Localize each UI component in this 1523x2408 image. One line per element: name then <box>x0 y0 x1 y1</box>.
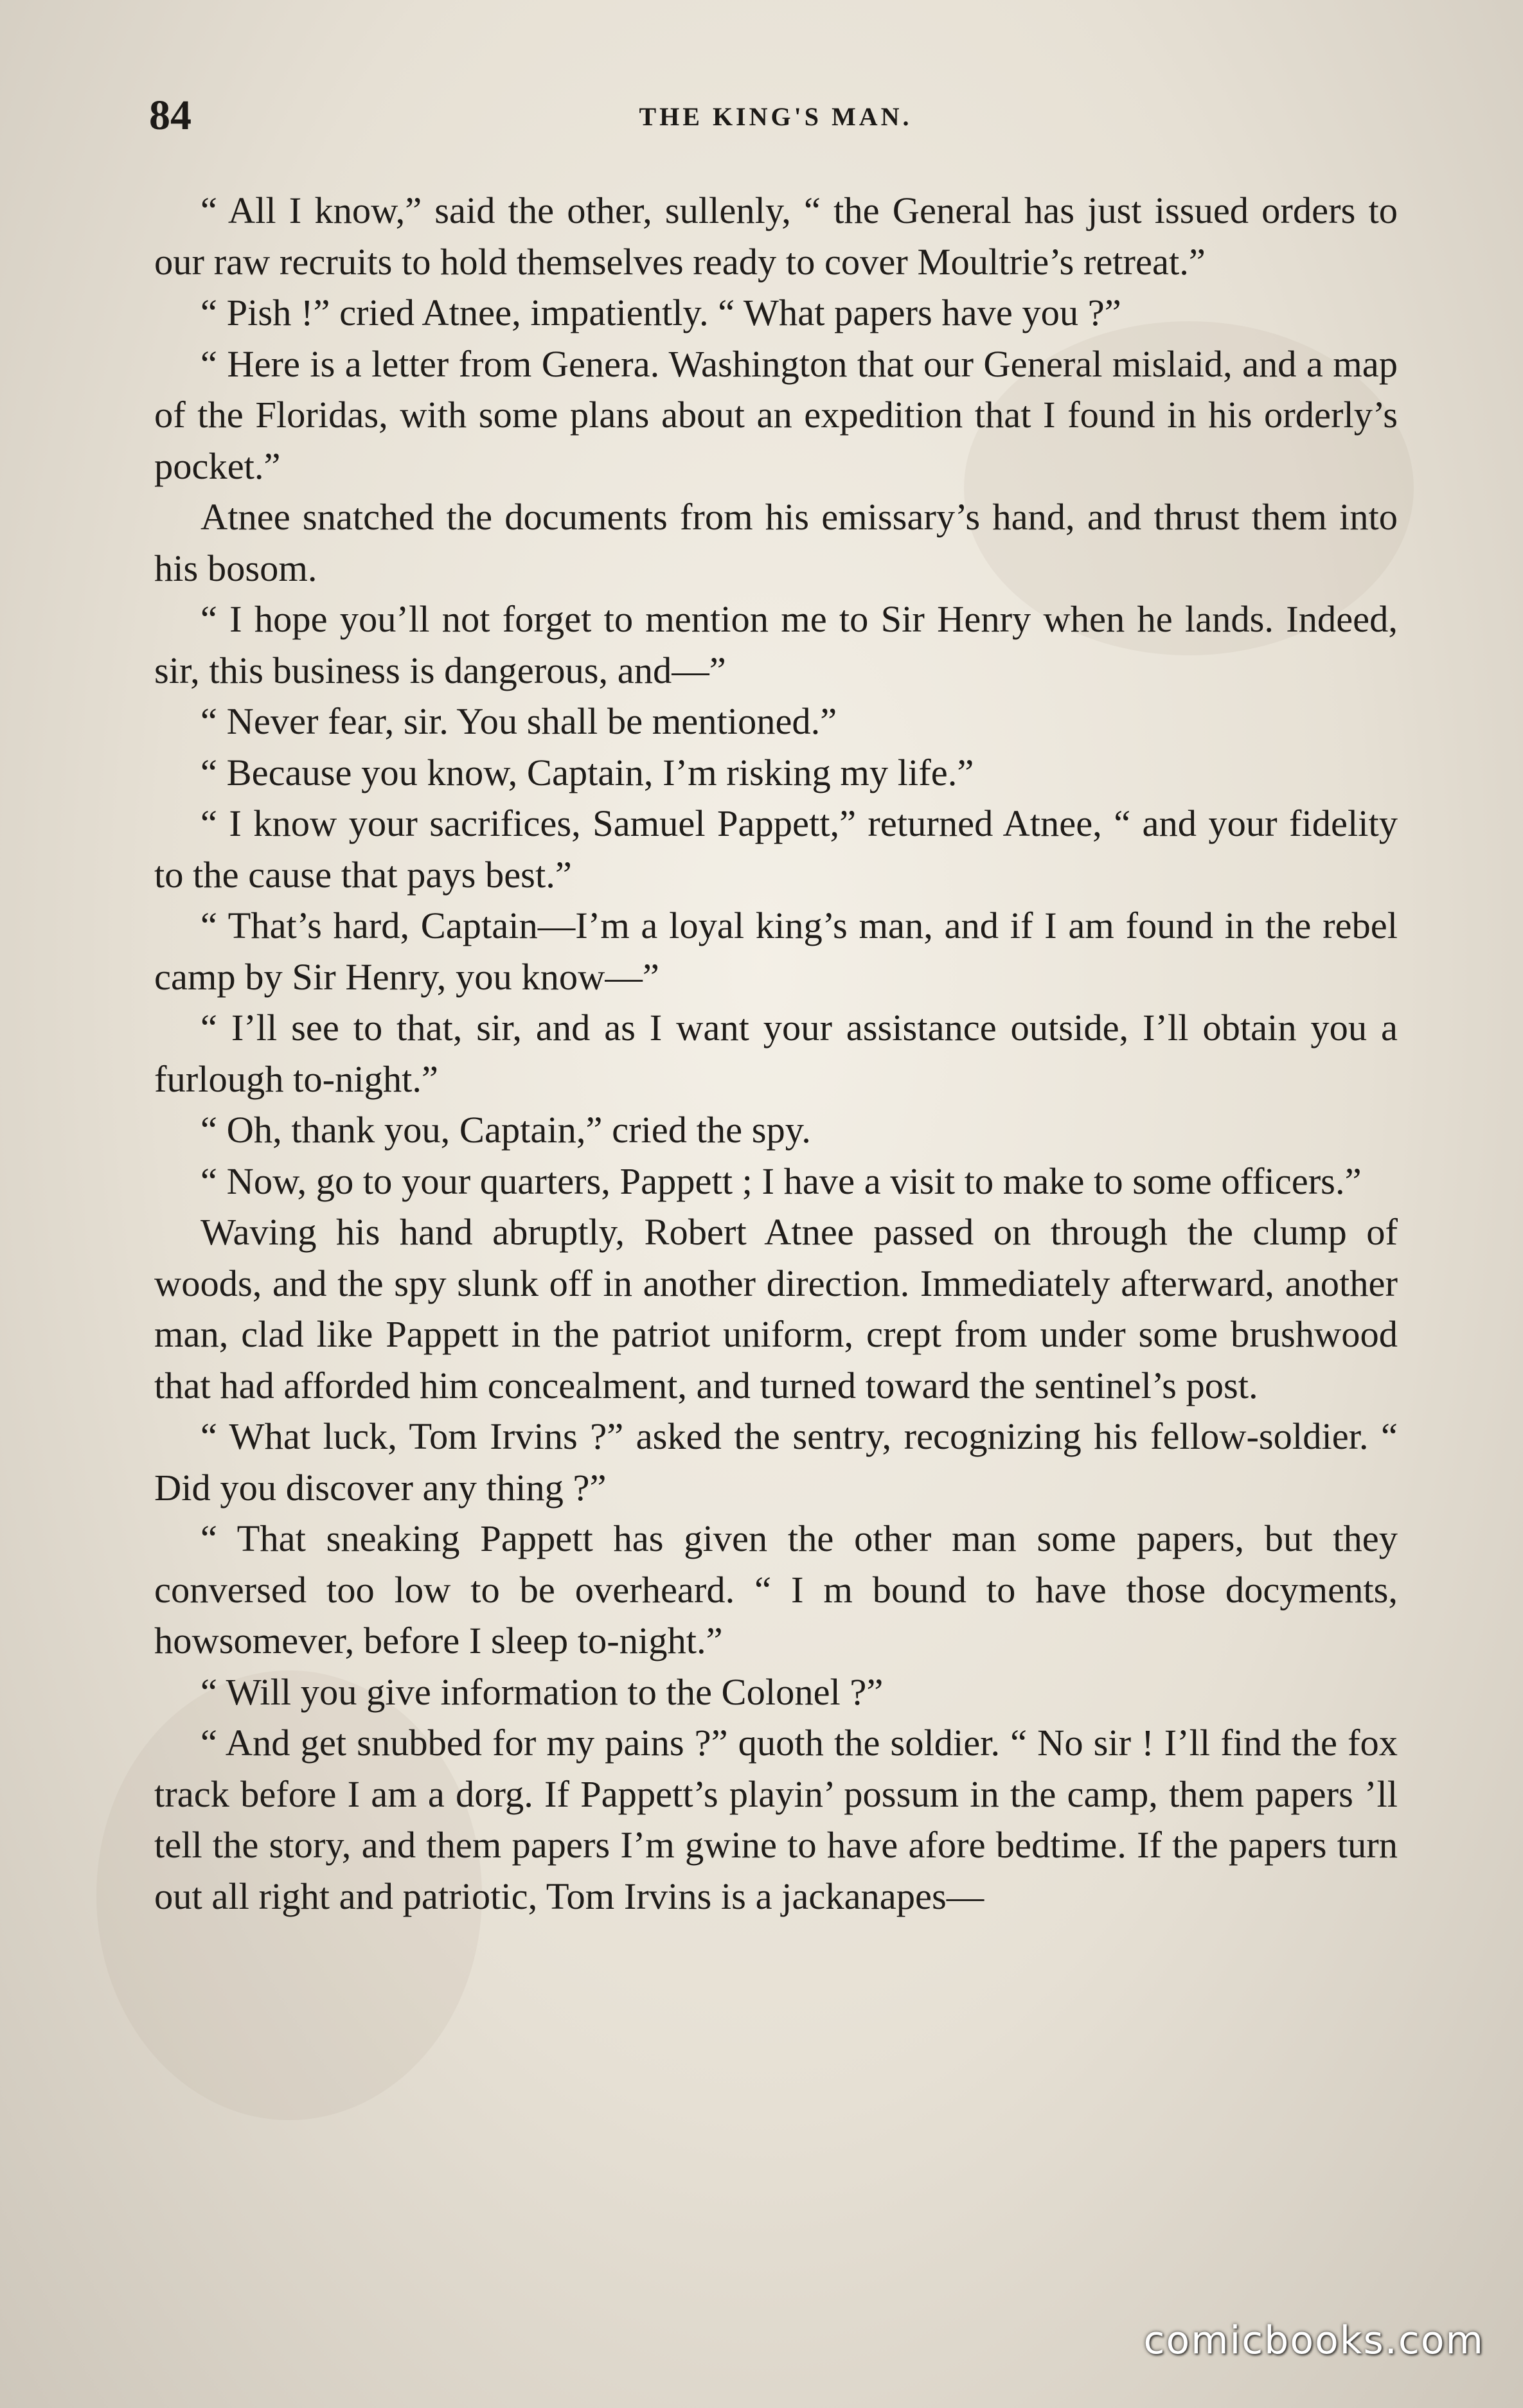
page-number: 84 <box>149 92 191 139</box>
site-watermark: comicbooks.com <box>1143 2318 1484 2363</box>
paragraph: “ That’s hard, Captain—I’m a loyal king’s man, and if I am found in the rebel camp by Sir Henry, you know—” <box>154 905 1398 998</box>
paragraph: “ Now, go to your quarters, Pappett ; I have a visit to make to some officers.” <box>200 1160 1362 1202</box>
paragraph: “ And get snubbed for my pains ?” quoth the soldier. “ No sir ! I’ll find the fox track before I am a dorg. If Pappett’s playin’ possum in the camp, them papers ’ll tell the story, and them papers I’m gwine to have afore bedtime. If the papers turn out all right and patriotic, Tom Irvins is a jackanapes— <box>154 1722 1398 1917</box>
running-head: THE KING'S MAN. <box>639 102 913 131</box>
paragraph: “ Will you give information to the Colonel ?” <box>200 1670 884 1713</box>
paragraph: “ All I know,” said the other, sullenly, “ the General has just issued orders to our raw recruits to hold themselves ready to cover Moultrie’s retreat.” <box>154 190 1398 283</box>
paragraph: Atnee snatched the documents from his emissary’s hand, and thrust them into his bosom. <box>154 496 1398 589</box>
paragraph: “ Never fear, sir. You shall be mentioned.” <box>200 700 837 742</box>
paragraph: “ Oh, thank you, Captain,” cried the spy. <box>200 1109 811 1151</box>
body-text <box>154 185 1398 1922</box>
paragraph: “ Here is a letter from Genera. Washington that our General mislaid, and a map of the Floridas, with some plans about an expedition that I found in his orderly’s pocket.” <box>154 342 1398 487</box>
paragraph: “ That sneaking Pappett has given the other man some papers, but they conversed too low to be overheard. “ I m bound to have those docyments, howsomever, before I sleep to-night.” <box>154 1518 1398 1661</box>
paragraph: “ Because you know, Captain, I’m risking my life.” <box>200 751 974 793</box>
paragraph: Waving his hand abruptly, Robert Atnee passed on through the clump of woods, and the spy slunk off in another direction. Immediately afterward, another man, clad like Pappett in the patriot uniform, crept from under some brushwood that had afforded him concealment, and turned toward the sentinel’s post. <box>154 1211 1398 1406</box>
paragraph: “ I know your sacrifices, Samuel Pappett,” returned Atnee, “ and your fidelity to the cause that pays best.” <box>154 802 1398 896</box>
paragraph: “ I hope you’ll not forget to mention me to Sir Henry when he lands. Indeed, sir, this business is dangerous, and—” <box>154 598 1398 691</box>
paragraph: “ What luck, Tom Irvins ?” asked the sentry, recognizing his fellow-soldier. “ Did you discover any thing ?” <box>154 1415 1398 1509</box>
paragraph: “ Pish !” cried Atnee, impatiently. “ What papers have you ?” <box>200 292 1121 333</box>
page-header <box>149 91 1402 143</box>
paragraph: “ I’ll see to that, sir, and as I want your assistance outside, I’ll obtain you a furlough to-night.” <box>154 1007 1398 1100</box>
